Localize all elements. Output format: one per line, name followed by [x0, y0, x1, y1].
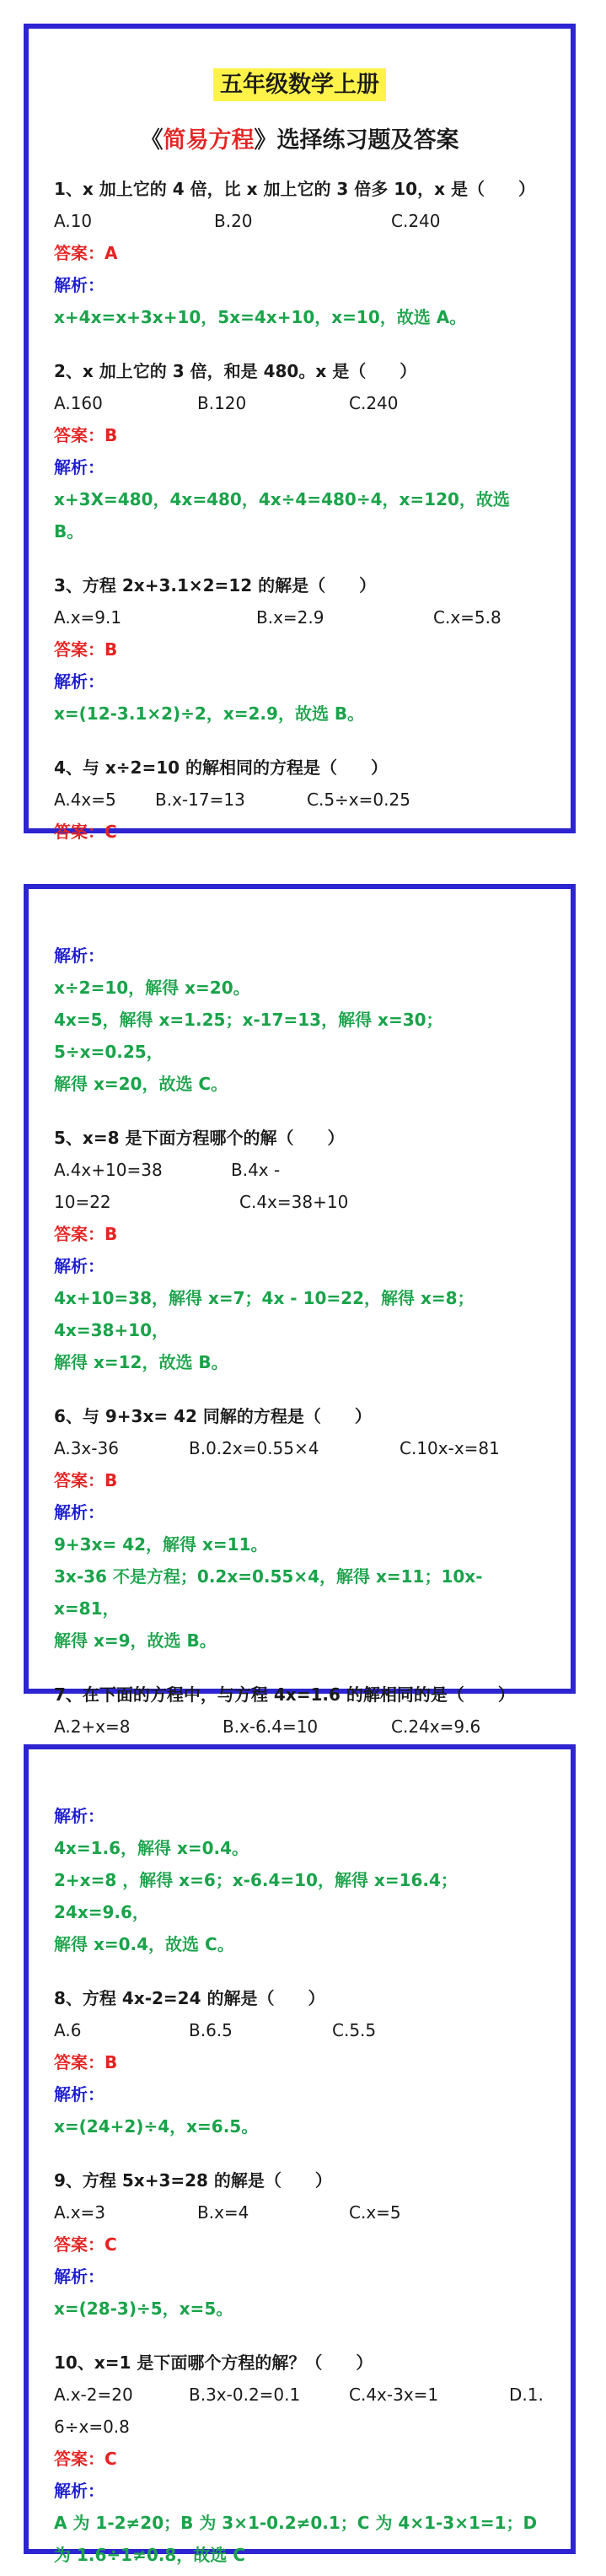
- option-2b: B.120: [197, 393, 247, 413]
- question-1: 1、x 加上它的 4 倍，比 x 加上它的 3 倍多 10，x 是（ ）: [54, 179, 535, 199]
- answer-6: 答案：B: [54, 1470, 118, 1490]
- answer-2: 答案：B: [54, 425, 118, 445]
- analysis-label-9: 解析：: [54, 2266, 105, 2287]
- options-1: [54, 205, 545, 237]
- analysis-6-line-3: 解得 x=9，故选 B。: [54, 1630, 217, 1651]
- options-4: [54, 784, 545, 816]
- answer-5: 答案：B: [54, 1224, 118, 1244]
- analysis-5-line-1: 4x+10=38，解得 x=7；4x - 10=22，解得 x=8；4x=38+10，: [54, 1288, 475, 1340]
- analysis-3: x=(12-3.1×2)÷2，x=2.9，故选 B。: [54, 703, 365, 724]
- option-1a: A.10: [54, 211, 93, 231]
- analysis-7-line-3: 解得 x=0.4，故选 C。: [54, 1934, 234, 1954]
- question-7: 7、在下面的方程中，与方程 4x=1.6 的解相同的是（ ）: [54, 1684, 515, 1705]
- analysis-label-4: 解析：: [54, 946, 105, 966]
- option-5a: A.4x+10=38: [54, 1160, 163, 1180]
- analysis-label-7: 解析：: [54, 1806, 105, 1826]
- analysis-label-1: 解析：: [54, 275, 105, 295]
- options-7: [54, 1711, 545, 1743]
- option-7a: A.2+x=8: [54, 1716, 131, 1737]
- option-2c: C.240: [349, 393, 399, 413]
- analysis-label-3: 解析：: [54, 671, 105, 692]
- title-box: [54, 66, 545, 106]
- option-4b: B.x-17=13: [155, 790, 245, 810]
- option-7b: B.x-6.4=10: [223, 1716, 319, 1737]
- analysis-label-5: 解析：: [54, 1256, 105, 1276]
- analysis-label-2: 解析：: [54, 457, 105, 477]
- analysis-2: x+3X=480，4x=480，4x÷4=480÷4，x=120，故选 B。: [54, 489, 510, 542]
- analysis-4-line-3: 解得 x=20，故选 C。: [54, 1074, 228, 1094]
- option-9a: A.x=3: [54, 2202, 106, 2223]
- option-10c: C.4x-3x=1: [349, 2385, 439, 2405]
- option-9c: C.x=5: [349, 2202, 401, 2223]
- analysis-label-8: 解析：: [54, 2084, 105, 2104]
- options-10: [54, 2379, 545, 2411]
- analysis-9: x=(28-3)÷5，x=5。: [54, 2298, 233, 2319]
- option-3c: C.x=5.8: [433, 607, 501, 628]
- analysis-10-line-1: A 为 1-2≠20；B 为 3×1-0.2≠0.1；C 为 4×1-3×1=1；D: [54, 2513, 538, 2533]
- option-4c: C.5÷x=0.25: [307, 790, 410, 810]
- question-6: 6、与 9+3x= 42 同解的方程是（ ）: [54, 1406, 372, 1426]
- analysis-1: x+4x=x+3x+10，5x=4x+10，x=10，故选 A。: [54, 307, 467, 327]
- analysis-label-6: 解析：: [54, 1502, 105, 1522]
- page-subtitle: [54, 121, 545, 154]
- analysis-8: x=(24+2)÷4，x=6.5。: [54, 2116, 259, 2137]
- card-1: [24, 24, 576, 842]
- question-5: 5、x=8 是下面方程哪个的解（ ）: [54, 1128, 345, 1148]
- answer-1: 答案：A: [54, 243, 118, 263]
- page-title: 五年级数学上册: [213, 68, 386, 101]
- options-3: [54, 601, 545, 633]
- option-10d-cont: 6÷x=0.8: [54, 2417, 130, 2437]
- option-3a: A.x=9.1: [54, 607, 122, 628]
- option-3b: B.x=2.9: [256, 607, 324, 628]
- option-8b: B.6.5: [189, 2020, 233, 2040]
- option-8c: C.5.5: [332, 2020, 377, 2040]
- answer-10: 答案：C: [54, 2449, 117, 2469]
- question-8: 8、方程 4x-2=24 的解是（ ）: [54, 1988, 325, 2008]
- answer-4: 答案：C: [54, 822, 117, 842]
- options-2: [54, 387, 545, 419]
- option-4a: A.4x=5: [54, 790, 116, 810]
- option-9b: B.x=4: [197, 2202, 249, 2223]
- options-5-row-2: [54, 1186, 545, 1218]
- card-2: [24, 884, 576, 1737]
- analysis-6-line-2: 3x-36 不是方程；0.2x=0.55×4，解得 x=11；10x-x=81，: [54, 1566, 483, 1619]
- question-2: 2、x 加上它的 3 倍，和是 480。x 是（ ）: [54, 361, 417, 381]
- answer-3: 答案：B: [54, 639, 118, 660]
- analysis-5-line-2: 解得 x=12，故选 B。: [54, 1352, 228, 1372]
- question-3: 3、方程 2x+3.1×2=12 的解是（ ）: [54, 575, 377, 595]
- option-10b: B.3x-0.2=0.1: [189, 2385, 301, 2405]
- options-10-row-2: [54, 2411, 545, 2443]
- options-6: [54, 1432, 545, 1464]
- options-9: [54, 2196, 545, 2228]
- subtitle-prefix: 《: [140, 127, 164, 154]
- question-9: 9、方程 5x+3=28 的解是（ ）: [54, 2170, 332, 2191]
- analysis-7-line-2: 2+x=8 ，解得 x=6；x-6.4=10，解得 x=16.4；24x=9.6，: [54, 1870, 458, 1922]
- option-6b: B.0.2x=0.55×4: [189, 1438, 319, 1458]
- option-5c: C.4x=38+10: [239, 1192, 349, 1212]
- option-6a: A.3x-36: [54, 1438, 119, 1458]
- answer-8: 答案：B: [54, 2052, 118, 2072]
- options-5: [54, 1154, 545, 1186]
- options-8: [54, 2014, 545, 2046]
- question-4: 4、与 x÷2=10 的解相同的方程是（ ）: [54, 757, 389, 778]
- analysis-4-line-1: x÷2=10，解得 x=20。: [54, 978, 250, 998]
- analysis-4-line-2: 4x=5，解得 x=1.25；x-17=13，解得 x=30；5÷x=0.25，: [54, 1010, 443, 1062]
- question-10: 10、x=1 是下面哪个方程的解？（ ）: [54, 2352, 373, 2373]
- option-2a: A.160: [54, 393, 103, 413]
- option-10a: A.x-2=20: [54, 2385, 133, 2405]
- analysis-7-line-1: 4x=1.6，解得 x=0.4。: [54, 1838, 249, 1858]
- card-3: [24, 1744, 576, 2565]
- subtitle-highlight: 简易方程: [163, 127, 255, 154]
- analysis-6-line-1: 9+3x= 42，解得 x=11。: [54, 1534, 268, 1555]
- option-1c: C.240: [391, 211, 441, 231]
- option-5b-cont: 10=22: [54, 1192, 111, 1212]
- analysis-label-10: 解析：: [54, 2481, 105, 2501]
- option-7c: C.24x=9.6: [391, 1716, 481, 1737]
- option-1b: B.20: [214, 211, 253, 231]
- answer-9: 答案：C: [54, 2234, 117, 2255]
- option-8a: A.6: [54, 2020, 82, 2040]
- option-6c: C.10x-x=81: [400, 1438, 500, 1458]
- option-10d: D.1.: [509, 2385, 544, 2405]
- analysis-10-line-2: 为 1.6÷1≠0.8，故选 C: [54, 2545, 245, 2565]
- option-5b: B.4x -: [231, 1160, 281, 1180]
- subtitle-suffix: 》选择练习题及答案: [254, 127, 459, 154]
